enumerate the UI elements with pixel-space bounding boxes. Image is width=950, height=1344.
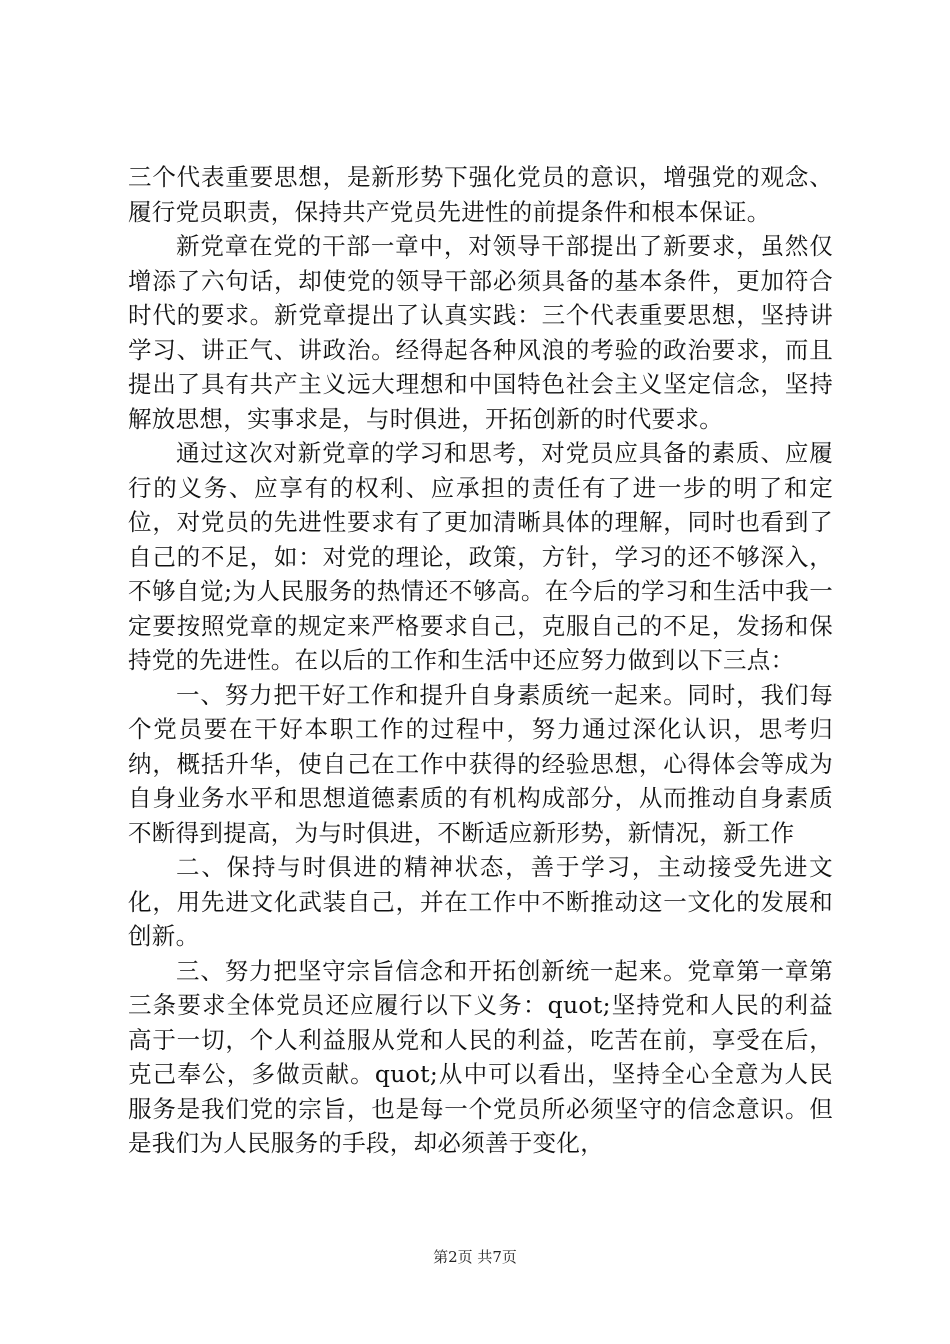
paragraph-3: 通过这次对新党章的学习和思考，对党员应具备的素质、应履行的义务、应享有的权利、应承担的责任有了进一步的明了和定位，对党员的先进性要求有了更加清晰具体的理解，同时也看到了自己的不足，如：对党的理论，政策，方针，学习的还不够深入，不够自觉;为人民服务的热情还不够高。在今后的学习和生活中我一定要按照党章的规定来严格要求自己，克服自己的不足，发扬和保持党的先进性。在以后的工作和生活中还应努力做到以下三点： xyxy=(128,439,833,674)
paragraph-1: 三个代表重要思想，是新形势下强化党员的意识，增强党的观念、履行党员职责，保持共产党员先进性的前提条件和根本保证。 xyxy=(128,163,833,226)
page-number-footer: 第2页 共7页 xyxy=(433,1248,517,1266)
paragraph-4: 一、努力把干好工作和提升自身素质统一起来。同时，我们每个党员要在干好本职工作的过程中，努力通过深化认识，思考归纳，概括升华，使自己在工作中获得的经验思想，心得体会等成为自身业务水平和思想道德素质的有机构成部分，从而推动自身素质不断得到提高，为与时俱进，不断适应新形势，新情况，新工作 xyxy=(128,680,833,847)
paragraph-2: 新党章在党的干部一章中，对领导干部提出了新要求，虽然仅增添了六句话，却使党的领导干部必须具备的基本条件，更加符合时代的要求。新党章提出了认真实践：三个代表重要思想，坚持讲学习、讲正气、讲政治。经得起各种风浪的考验的政治要求，而且提出了具有共产主义远大理想和中国特色社会主义坚定信念，坚持解放思想，实事求是，与时俱进，开拓创新的时代要求。 xyxy=(128,232,833,433)
paragraph-6: 三、努力把坚守宗旨信念和开拓创新统一起来。党章第一章第三条要求全体党员还应履行以下义务：quot;坚持党和人民的利益高于一切，个人利益服从党和人民的利益，吃苦在前，享受在后，克己奉公，多做贡献。quot;从中可以看出，坚持全心全意为人民服务是我们党的宗旨，也是每一个党员所必须坚守的信念意识。但是我们为人民服务的手段，却必须善于变化， xyxy=(128,956,833,1157)
document-body xyxy=(128,160,833,1161)
paragraph-5: 二、保持与时俱进的精神状态，善于学习，主动接受先进文化，用先进文化武装自己，并在工作中不断推动这一文化的发展和创新。 xyxy=(128,853,833,950)
